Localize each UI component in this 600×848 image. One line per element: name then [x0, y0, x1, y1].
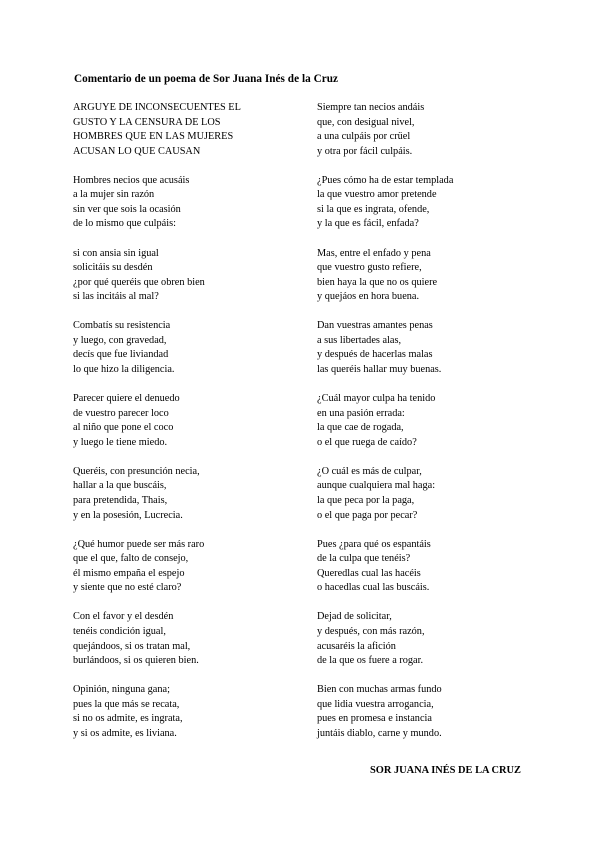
poem-line: y otra por fácil culpáis. [317, 145, 413, 157]
poem-line: Pues ¿para qué os espantáis [317, 538, 431, 550]
poem-line: ¿Qué humor puede ser más raro [73, 538, 205, 550]
poem-line: ¿por qué queréis que obren bien [73, 276, 205, 288]
poem-line: si no os admite, es ingrata, [73, 713, 183, 725]
poem-line: Siempre tan necios andáis [317, 102, 425, 113]
stanza [73, 465, 323, 523]
stanza [317, 465, 567, 523]
poem-line: Queredlas cual las hacéis [317, 567, 421, 579]
poem-line: la que cae de rogada, [317, 422, 404, 434]
poem-column-right [317, 101, 567, 756]
stanza [317, 610, 567, 668]
stanza [317, 392, 567, 450]
poem-line: Hombres necios que acusáis [73, 174, 190, 186]
poem-line: pues en promesa e instancia [317, 713, 432, 725]
poem-line: y luego le tiene miedo. [73, 436, 168, 448]
poem-line: burlándoos, si os quieren bien. [73, 655, 199, 667]
stanza [73, 538, 323, 596]
poem-line: aunque cualquiera mal haga: [317, 480, 436, 492]
poem-line: las queréis hallar muy buenas. [317, 363, 442, 375]
poem-line: y después de hacerlas malas [317, 349, 433, 361]
poem-line: solicitáis su desdén [73, 262, 153, 274]
poem-line: la que peca por la paga, [317, 495, 415, 506]
poem-line: si con ansia sin igual [73, 247, 159, 259]
poem-line: Opinión, ninguna gana; [73, 684, 170, 696]
poem-line: para pretendida, Thais, [73, 495, 168, 506]
poem-line: decís que fue liviandad [73, 349, 169, 361]
poem-line: él mismo empaña el espejo [73, 567, 185, 579]
poem-line: Dejad de solicitar, [317, 611, 392, 623]
poem-line: y en la posesión, Lucrecia. [73, 509, 183, 521]
poem-line: sin ver que sois la ocasión [73, 203, 181, 215]
poem-line: tenéis condición igual, [73, 626, 166, 638]
poem-line: lo que hizo la diligencia. [73, 363, 175, 375]
stanza [73, 101, 323, 159]
poem-line: Combatís su resistencia [73, 320, 171, 332]
poem-line: ARGUYE DE INCONSECUENTES EL [73, 102, 241, 113]
stanza [317, 174, 567, 232]
poem-line: si las incitáis al mal? [73, 291, 159, 303]
poem-line: quejándoos, si os tratan mal, [73, 640, 191, 652]
stanza [73, 247, 323, 305]
poem-line: ACUSAN LO QUE CAUSAN [73, 145, 201, 157]
poem-line: a una culpáis por crüel [317, 131, 411, 143]
poem-line: Queréis, con presunción necia, [73, 465, 200, 477]
poem-line: ¿Pues cómo ha de estar templada [317, 174, 454, 186]
poem-line: si la que es ingrata, ofende, [317, 203, 430, 215]
poem-column-left [73, 101, 323, 756]
poem-line: en una pasión errada: [317, 407, 405, 419]
poem-line: al niño que pone el coco [73, 422, 174, 434]
poem-line: y siente que no esté claro? [73, 582, 182, 594]
poem-line: la que vuestro amor pretende [317, 189, 437, 201]
poem-line: ¿Cuál mayor culpa ha tenido [317, 393, 436, 405]
poem-line: Bien con muchas armas fundo [317, 684, 442, 696]
poem-line: que el que, falto de consejo, [73, 553, 189, 565]
poem-line: o el que ruega de caído? [317, 436, 417, 448]
stanza [317, 247, 567, 305]
poem-line: a sus libertades alas, [317, 334, 402, 346]
poem-line: GUSTO Y LA CENSURA DE LOS [73, 116, 221, 128]
poem-line: y luego, con gravedad, [73, 334, 167, 346]
poem-line: que, con desigual nivel, [317, 116, 415, 128]
poem-line: Dan vuestras amantes penas [317, 320, 433, 332]
poem-line: y si os admite, es liviana. [73, 727, 177, 739]
stanza [73, 319, 323, 377]
page-title: Comentario de un poema de Sor Juana Inés de la Cruz [74, 73, 339, 85]
poem-line: que vuestro gusto refiere, [317, 262, 422, 274]
stanza [73, 683, 323, 741]
poem-line: HOMBRES QUE EN LAS MUJERES [73, 131, 234, 143]
stanza [317, 319, 567, 377]
poem-line: de lo mismo que culpáis: [73, 218, 176, 230]
stanza [73, 392, 323, 450]
poem-line: o el que paga por pecar? [317, 509, 418, 521]
poem-line: hallar a la que buscáis, [73, 480, 167, 492]
poem-line: ¿O cuál es más de culpar, [317, 465, 422, 477]
stanza [317, 683, 567, 741]
poem-line: Parecer quiere el denuedo [73, 393, 180, 405]
poem-line: de la que os fuere a rogar. [317, 655, 424, 667]
stanza [73, 610, 323, 668]
stanza [73, 174, 323, 232]
poem-line: y quejáos en hora buena. [317, 291, 420, 303]
poem-line: acusaréis la afición [317, 640, 396, 652]
poem-line: pues la que más se recata, [73, 698, 180, 710]
poem-line: juntáis diablo, carne y mundo. [317, 727, 442, 739]
poem-line: que lidia vuestra arrogancia, [317, 698, 434, 710]
poem-line: de la culpa que tenéis? [317, 553, 411, 565]
poem-line: de vuestro parecer loco [73, 407, 169, 419]
poem-line: o hacedlas cual las buscáis. [317, 582, 430, 594]
poem-line: a la mujer sin razón [73, 189, 155, 201]
author-signature: SOR JUANA INÉS DE LA CRUZ [370, 765, 521, 776]
stanza [317, 101, 567, 159]
poem-line: Mas, entre el enfado y pena [317, 247, 431, 259]
poem-line: y después, con más razón, [317, 626, 425, 638]
poem-line: Con el favor y el desdén [73, 611, 174, 623]
poem-line: bien haya la que no os quiere [317, 276, 438, 288]
poem-line: y la que es fácil, enfada? [317, 218, 419, 230]
stanza [317, 538, 567, 596]
